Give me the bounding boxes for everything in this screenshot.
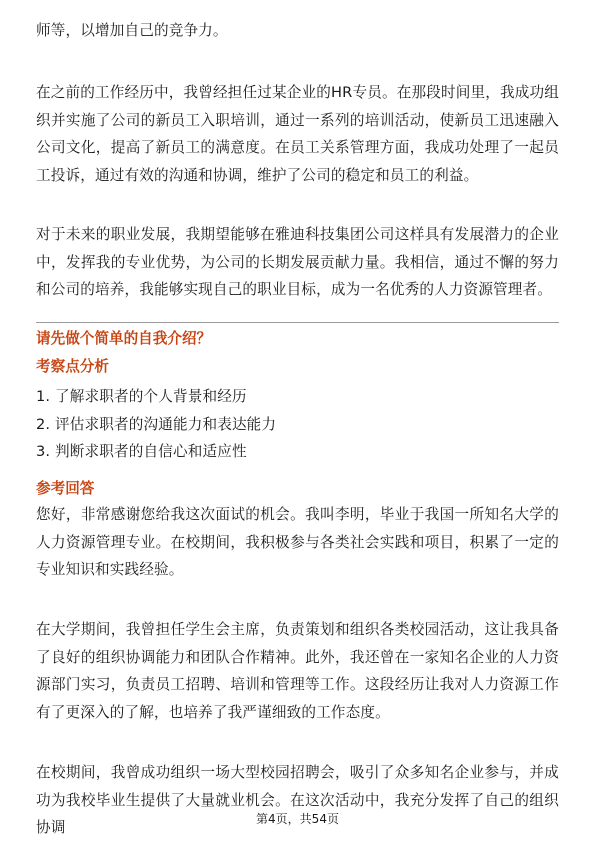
analysis-list [36, 383, 276, 466]
answer-heading: 参考回答 [36, 480, 95, 497]
section-divider [36, 322, 559, 323]
analysis-item: 1. 了解求职者的个人背景和经历 [36, 388, 247, 405]
answer-paragraph: 在校期间，我曾成功组织一场大型校园招聘会，吸引了众多知名企业参与，并成功为我校毕业生提供了大量就业机会。在这次活动中，我充分发挥了自己的组织协调 [36, 764, 559, 836]
work-experience-paragraph: 在之前的工作经历中，我曾经担任过某企业的HR专员。在那段时间里，我成功组织并实施了公司的新员工入职培训，通过一系列的培训活动，使新员工迅速融入公司文化，提高了新员工的满意度。在员工关系管理方面，我成功处理了一起员工投诉，通过有效的沟通和协调，维护了公司的稳定和员工的利益。 [36, 84, 559, 184]
analysis-item: 2. 评估求职者的沟通能力和表达能力 [36, 415, 277, 433]
analysis-item: 3. 判断求职者的自信心和适应性 [36, 443, 247, 461]
page-number: 第4页，共54页 [256, 812, 339, 826]
intro-paragraph-continuation: 师等，以增加自己的竞争力。 [36, 22, 228, 39]
career-goal-paragraph: 对于未来的职业发展，我期望能够在雅迪科技集团公司这样具有发展潜力的企业中，发挥我的专业优势，为公司的长期发展贡献力量。我相信，通过不懈的努力和公司的培养，我能够实现自己的职业目标，成为一名优秀的人力资源管理者。 [36, 226, 559, 298]
analysis-heading: 考察点分析 [36, 358, 109, 375]
answer-paragraph: 在大学期间，我曾担任学生会主席，负责策划和组织各类校园活动，这让我具备了良好的组织协调能力和团队合作精神。此外，我还曾在一家知名企业的人力资源部门实习，负责员工招聘、培训和管理等工作。这段经历让我对人力资源工作有了更深入的了解，也培养了我严谨细致的工作态度。 [36, 621, 559, 721]
answer-paragraph: 您好，非常感谢您给我这次面试的机会。我叫李明，毕业于我国一所知名大学的人力资源管理专业。在校期间，我积极参与各类社会实践和项目，积累了一定的专业知识和实践经验。 [36, 506, 559, 578]
interview-question: 请先做个简单的自我介绍？ [36, 330, 212, 347]
